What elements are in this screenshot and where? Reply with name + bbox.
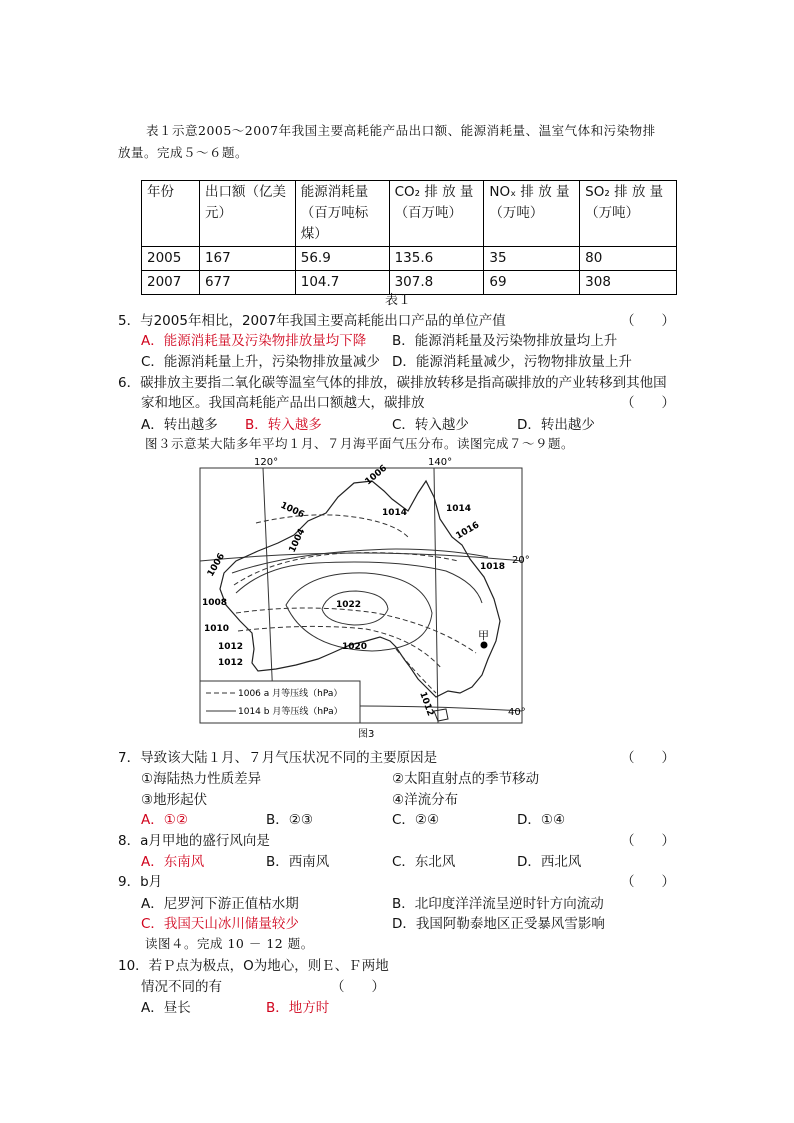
fig3-intro: 图３示意某大陆多年平均１月、７月海平面气压分布。读图完成７～９题。 bbox=[145, 436, 575, 451]
table1-intro-line2: 放量。完成５～６题。 bbox=[118, 145, 249, 160]
q7-answer-paren: （ ） bbox=[621, 750, 675, 766]
q6-stem-line1: 6．碳排放主要指二氧化碳等温室气体的排放，碳排放转移是指高碳排放的产业转移到其他国 bbox=[118, 375, 667, 391]
q8-option-c: C．东北风 bbox=[392, 854, 456, 870]
q10-stem-line2: 情况不同的有 bbox=[141, 979, 222, 995]
table-cell: 56.9 bbox=[295, 247, 389, 271]
isobar-label: 1004 bbox=[287, 527, 308, 555]
q8-option-b: B．西南风 bbox=[266, 854, 330, 870]
header-cell-year: 年份 bbox=[142, 181, 200, 247]
header-cell-export: 出口额（亿美 元） bbox=[199, 181, 295, 247]
q10-answer-paren: （ ） bbox=[331, 979, 385, 995]
q9-option-a: A．尼罗河下游正值枯水期 bbox=[141, 896, 299, 912]
header-cell-nox: NOₓ 排 放 量 （万吨） bbox=[484, 181, 580, 247]
isobar-a-1010 bbox=[238, 626, 442, 669]
isobar-label: 1008 bbox=[202, 598, 228, 608]
q8-answer-paren: （ ） bbox=[621, 833, 675, 849]
q8-option-d: D．西北风 bbox=[517, 854, 582, 870]
q5-option-a: A．能源消耗量及污染物排放量均下降 bbox=[141, 333, 367, 349]
isobar-label: 1020 bbox=[342, 642, 368, 652]
isobar-label: 1010 bbox=[204, 624, 230, 634]
q6-option-c: C．转入越少 bbox=[392, 417, 469, 433]
data-table bbox=[141, 180, 677, 295]
q9-stem: 9．b月 bbox=[118, 874, 163, 890]
lat-label-20: 20° bbox=[512, 555, 530, 566]
table-caption: 表１ bbox=[385, 293, 412, 308]
table-cell: 80 bbox=[580, 247, 677, 271]
q10-option-a: A．昼长 bbox=[141, 1000, 191, 1016]
q7-option-d: D．①④ bbox=[517, 812, 566, 828]
table-cell: 104.7 bbox=[295, 271, 389, 295]
table-cell: 135.6 bbox=[389, 247, 484, 271]
figure-caption: 图3 bbox=[358, 729, 375, 740]
isobar-label: 1012 bbox=[417, 690, 436, 718]
q5-stem: 5．与2005年相比，2007年我国主要高耗能出口产品的单位产值 bbox=[118, 313, 506, 329]
header-cell-co2: CO₂ 排 放 量 （百万吨） bbox=[389, 181, 484, 247]
point-jia-label: 甲 bbox=[478, 629, 489, 642]
table-cell: 35 bbox=[484, 247, 580, 271]
isobar-a-1012 bbox=[396, 649, 436, 693]
q8-stem: 8．a月甲地的盛行风向是 bbox=[118, 833, 270, 849]
isobar-label: 1014 bbox=[446, 504, 472, 514]
q8-option-a: A．东南风 bbox=[141, 854, 205, 870]
legend-a: 1006 a 月等压线（hPa） bbox=[238, 689, 343, 699]
q6-answer-paren: （ ） bbox=[621, 395, 675, 411]
point-jia-marker bbox=[481, 642, 488, 649]
lon-label-120: 120° bbox=[254, 457, 279, 468]
q10-stem-line1: 10．若Ｐ点为极点，O为地心，则Ｅ、Ｆ两地 bbox=[118, 958, 389, 974]
header-cell-energy: 能源消耗量 （百万吨标 煤） bbox=[295, 181, 389, 247]
q7-option-c: C．②④ bbox=[392, 812, 440, 828]
q6-option-a: A．转出越多 bbox=[141, 417, 218, 433]
lon-label-140: 140° bbox=[428, 457, 453, 468]
q6-option-d: D．转出越少 bbox=[517, 417, 595, 433]
table-cell: 69 bbox=[484, 271, 580, 295]
table-row bbox=[142, 247, 677, 271]
table-cell: 308 bbox=[580, 271, 677, 295]
isobar-label: 1014 bbox=[382, 508, 408, 518]
q7-item-4: ④洋流分布 bbox=[392, 792, 459, 808]
isobar-map bbox=[196, 453, 536, 743]
island-outline bbox=[434, 709, 448, 721]
q7-stem: 7．导致该大陆１月、７月气压状况不同的主要原因是 bbox=[118, 750, 438, 766]
table-cell: 2007 bbox=[142, 271, 200, 295]
isobar-label: 1006 bbox=[205, 551, 228, 579]
q7-item-1: ①海陆热力性质差异 bbox=[141, 771, 262, 787]
q9-option-d: D．我国阿勒泰地区正受暴风雪影响 bbox=[392, 916, 605, 932]
lat-label-40: 40° bbox=[508, 707, 526, 718]
isobar-label: 1022 bbox=[336, 600, 362, 610]
isobar-label: 1006 bbox=[278, 500, 306, 521]
table-cell: 167 bbox=[199, 247, 295, 271]
table-cell: 2005 bbox=[142, 247, 200, 271]
table1-intro-line1: 表１示意2005～2007年我国主要高耗能产品出口额、能源消耗量、温室气体和污染物排 bbox=[146, 123, 656, 138]
q7-option-b: B．②③ bbox=[266, 812, 313, 828]
q5-option-d: D．能源消耗量减少，污物物排放量上升 bbox=[392, 354, 632, 370]
isobar-b-1016 bbox=[236, 562, 482, 603]
isobar-b-1020 bbox=[286, 573, 432, 651]
q9-answer-paren: （ ） bbox=[621, 874, 675, 890]
legend-b: 1014 b 月等压线（hPa） bbox=[238, 707, 343, 717]
isobar-label: 1016 bbox=[454, 520, 482, 542]
q9-option-c: C．我国天山冰川储量较少 bbox=[141, 916, 299, 932]
q6-stem-line2: 家和地区。我国高耗能产品出口额越大，碳排放 bbox=[141, 395, 425, 411]
isobar-label: 1018 bbox=[480, 562, 506, 572]
table-cell: 677 bbox=[199, 271, 295, 295]
header-cell-so2: SO₂ 排 放 量 （万吨） bbox=[580, 181, 677, 247]
fig4-intro: 读图４。完成 10 － 12 题。 bbox=[145, 936, 314, 951]
q10-option-b: B．地方时 bbox=[266, 1000, 330, 1016]
q7-item-3: ③地形起伏 bbox=[141, 792, 208, 808]
table-header-row bbox=[142, 181, 677, 247]
isobar-label: 1012 bbox=[218, 642, 244, 652]
isobar-label: 1012 bbox=[218, 658, 244, 668]
q5-option-b: B．能源消耗量及污染物排放量均上升 bbox=[392, 333, 618, 349]
q5-option-c: C．能源消耗量上升，污染物排放量减少 bbox=[141, 354, 380, 370]
q7-option-a: A．①② bbox=[141, 812, 188, 828]
isobar-a-1006 bbox=[256, 515, 408, 537]
q7-item-2: ②太阳直射点的季节移动 bbox=[392, 771, 540, 787]
q5-answer-paren: （ ） bbox=[621, 313, 675, 329]
q9-option-b: B．北印度洋洋流呈逆时针方向流动 bbox=[392, 896, 604, 912]
isobar-label: 1006 bbox=[363, 463, 390, 488]
table-cell: 307.8 bbox=[389, 271, 484, 295]
q6-option-b: B．转入越多 bbox=[245, 417, 322, 433]
